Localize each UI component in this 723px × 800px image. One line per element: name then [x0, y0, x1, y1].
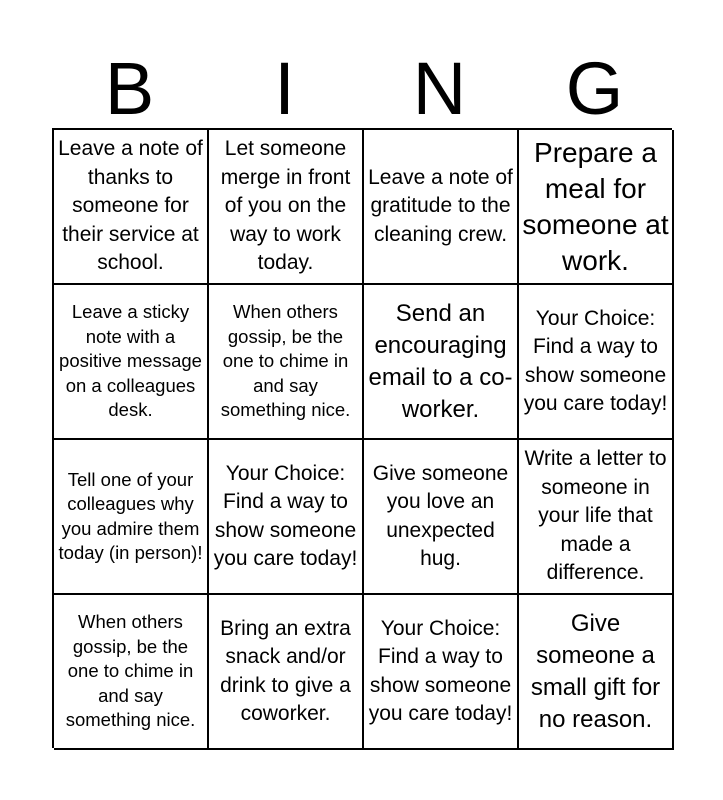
bingo-cell-text: Your Choice: Find a way to show someone you care today!: [523, 306, 668, 415]
bingo-cell-r1c2[interactable]: [209, 130, 364, 285]
bingo-cell-text: Bring an extra snack and/or drink to give a coworker.: [220, 616, 351, 725]
bingo-cell-r4c3[interactable]: [364, 595, 519, 750]
bingo-cell-r4c4[interactable]: [519, 595, 674, 750]
bingo-card-grid: [52, 128, 672, 748]
bingo-cell-r2c1[interactable]: [54, 285, 209, 440]
bingo-cell-r2c4[interactable]: [519, 285, 674, 440]
bingo-cell-r3c4[interactable]: [519, 440, 674, 595]
header-letter-g: G: [565, 47, 624, 130]
bingo-cell-text: Give someone a small gift for no reason.: [530, 609, 661, 733]
bingo-cell-text: Leave a note of thanks to someone for their service at school.: [58, 137, 203, 275]
bingo-cell-text: When others gossip, be the one to chime in and say something nice.: [65, 611, 196, 731]
bingo-cell-r3c2[interactable]: [209, 440, 364, 595]
bingo-cell-r2c3[interactable]: [364, 285, 519, 440]
bingo-cell-text: Prepare a meal for someone at work.: [522, 136, 669, 276]
bingo-cell-text: Send an encouraging email to a co-worker.: [368, 299, 513, 423]
bingo-cell-text: Your Choice: Find a way to show someone you care today!: [368, 616, 513, 725]
bingo-header: [52, 47, 672, 130]
bingo-cell-r1c1[interactable]: [54, 130, 209, 285]
bingo-cell-text: Leave a note of gratitude to the cleaning crew.: [368, 165, 513, 246]
bingo-cell-text: Give someone you love an unexpected hug.: [372, 461, 509, 570]
bingo-cell-r4c1[interactable]: [54, 595, 209, 750]
bingo-cell-r3c3[interactable]: [364, 440, 519, 595]
bingo-cell-text: Write a letter to someone in your life that made a difference.: [524, 447, 667, 585]
bingo-cell-r1c4[interactable]: [519, 130, 674, 285]
bingo-cell-text: Let someone merge in front of you on the way to work today.: [220, 137, 351, 275]
bingo-cell-r3c1[interactable]: [54, 440, 209, 595]
header-letter-i: I: [274, 47, 295, 130]
bingo-cell-text: Leave a sticky note with a positive message on a colleagues desk.: [59, 301, 202, 421]
bingo-cell-text: Tell one of your colleagues why you admire them today (in person)!: [58, 468, 203, 563]
bingo-cell-text: When others gossip, be the one to chime in and say something nice.: [220, 301, 351, 421]
bingo-cell-r1c3[interactable]: [364, 130, 519, 285]
bingo-cell-r4c2[interactable]: [209, 595, 364, 750]
header-letter-n: N: [412, 47, 467, 130]
bingo-cell-r2c2[interactable]: [209, 285, 364, 440]
header-letter-b: B: [104, 47, 155, 130]
bingo-cell-text: Your Choice: Find a way to show someone you care today!: [213, 461, 358, 570]
